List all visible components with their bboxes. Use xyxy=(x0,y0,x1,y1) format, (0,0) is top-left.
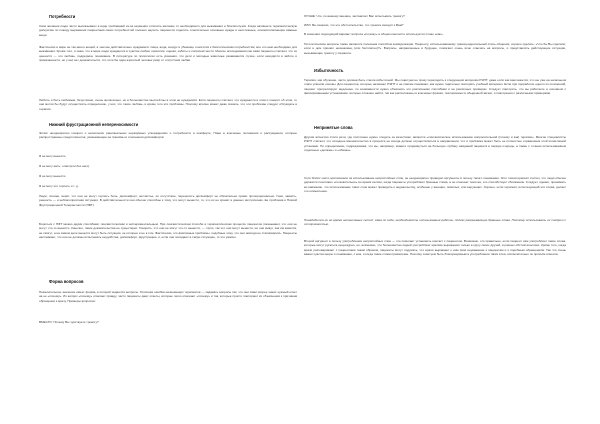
paragraph: В значении подходящий вариант вопроса «почему» в общем контексте используется слово «как». xyxy=(304,32,444,36)
heading-needs: Потребности xyxy=(49,14,76,19)
paragraph: ЛУЧШЕ: Что, по вашему мнению, заставляет Вас испытывать тревогу? xyxy=(304,14,405,18)
paragraph: Бороться с НФТ можно двумя способами: лингвистическим и экспериментальным. При лингвистическом способе в терапевтическом процессе пациентов показывают, что они не могут что-то вынести. Конечно, такие доказательства не существуют. Говорить, что они не могут что-то вынести, — глупо, так что они могут вынести, но они живут, как им кажется, не смогут, а на самом деле вынести могут быть ситуации, не которые и не в том. Фактически, это фиктивные проблемы, подобные тому, что они никогда не сталкивались. Пациенты настаивают, что они не должны испытывать неудобства, дискомфорт, фрустрацию, и, если они попадают в такую ситуацию, то это ужасно. xyxy=(39,222,297,239)
paragraph: Второй аргумент в пользу употребления непристойных слов — это помогает установить контакт с пациентом. Возможно, это правильно, если пациент сам употребляет такие слова, которые могут ругаться нецензурно, но, возможно, что большинство людей употребляют крепкие выражения только в кругу своих друзей, в разных обстоятельствах. Кроме того, когда врачи разговаривают с пациентами таким образом, пациенты могут подумать, что врачи выражают к ним своё неуважение к пациентам и к подобным обращениям. Так что очень важно чувство меры и понимание, с кем, и когда такие слова приемлемы. Поэтому советуем быть благоразумным в употреблении таких слов, исключительно по просьбе клиента. xyxy=(304,239,566,256)
paragraph: Эллис неоднократно говорил о нескольких рациональных неразумных утверждениях о потребности в комфорте. Ниже в ключевые положения и рассуждения, которые распространены среди клиентов, указывающие на трюизмы в отношении дискомфорта: xyxy=(39,131,297,140)
paragraph-italic: Понадобится ли во время интенсивных сессий, сама по себе, необходимость использования работы, подчас раскрывающие бранные слова. Поэтому использовать их следует с осторожностью. xyxy=(304,218,566,227)
paragraph: ВМЕСТО: Почему Вы чувствуете тревогу? xyxy=(39,320,99,324)
paragraph: Люди, похоже, верят, что они не могут терпеть боль, дискомфорт, несчастье, их отсутствие, переносить дискомфорт не обязательно прямо пропорционально. Гнев, зависть, ревность — и неблагоприятная ситуация. В действительности они обычно способны к тому, что могут вынести, то, что их не хранят в данных им причинах. Ее проблема в Низкой Фрустрационной Толерантности (НФТ). xyxy=(39,194,297,207)
list-item: Я не могу жить: этим (или без него). xyxy=(39,164,91,168)
list-item: Я не могу это терпеть и т. д. xyxy=(39,184,79,188)
paragraph: Любить и быть любимым, безусловно, очень желательно, но в большинстве мыслей мы в этом не нуждаемся. Если пациенты считают, что нуждаются в этом и говорят об этом, то они могли бы будут осуществить определение, у них, что такое любовь, и кроме того эти проблемы. Поэтому вполне может даже сказать, что эти проблемы следует обсуждать в терапии. xyxy=(39,98,297,111)
paragraph: Хотя Эллис часто критиковали за использование непристойных слов, он неоднократно приводил аргументы в пользу такого понимания. Этот психотерапевт считал, что люди обычно держатся позитивно «положительно» во время сессии, когда пациенты употребляют бранные слова, а он отвечает теми же, это способствует сближению. Следует, однако, принимать во внимание, что использование таких слов может приводить к недовольству, особенно у женщин, пожилых, или верующих. Хорошо, если терапевт, использующий эти слова, делает это осмысленно. xyxy=(304,176,566,193)
heading-obscene-words: Непринятые слова xyxy=(314,125,353,130)
heading-questions-form: Форма вопросов xyxy=(49,279,84,284)
paragraph: Гипотетические вопросы также являются полезным способом коммуникации. Пациенту, использовавшему трансцендентальный стиль общения, хорошо сделать: «Что бы Вы сделали, если в дом пришёл незнакомец (или бесплатно)?». Вопросы, направленные в будущее, помогают очень ясно отвечать на вопросы, и представлять действующие ситуации, вызывающие тревогу у пациента. xyxy=(304,42,566,55)
list-item: Я не могу вынести. xyxy=(39,174,67,178)
paragraph: Фактически в мире не так много вещей, в чем мы действительно нуждаемся: пища, вода, воздух и убежище относятся к биологическим потребностям; все это нам необходимо для выживания. Кроме того, я знаю, что в мире люди нуждаются в чувстве любви, принятия, оценки, заботы и сопричастности. Многие исследования как сами пациенты считают, что их ценности — это любовь, поддержка, понимание. В литературе по психологии есть указания, что дети и молодые животные развиваются лучше, если находятся в заботе и привязанности, но у нас нет доказательств, что хотя бы один взрослый человек умер от отсутствия любви. xyxy=(39,45,297,62)
paragraph: Терапия, как обучение, часто должна быть слегка избыточной. Мы советуем не сразу переходить к следующим вопросам РЭПТ, даже если как вам кажется, что вы уже на начальном этапе усвоили основы. Для пациентов, которые начинают РЭПТ и не совсем понимают, как нужно тщательно повторять учебный материал. Если при проработке одного из положений, пациент прогрессирует медленно, по возможности нужно объяснить это различными способами и на различных примерах. Следует повторить, что вы работаете в основном с фиксированными установками, которые сложнее найти, так как расположены в ключевых фразах, повторяемых в обыденной жизни, и повторения с различными примерами. xyxy=(304,78,566,95)
heading-redundancy: Избыточность xyxy=(314,68,344,73)
list-item: Я не могу вынести. xyxy=(39,154,67,158)
heading-frustration: Нижний фрустрационной непереносимости xyxy=(49,122,139,127)
paragraph: Другим аспектом стиля речи, где постоянно нужно следить за качеством, является «синтаксическое использование вопросительной (почему и как) терапии». Многие специалисты РЭПТ считают, что исходное вмешательство в процессе не всегда должно осуществляться в направлении, что и проблема может быть не полностью отражением этой когнитивной установки. По определению, подразумевая, что вы, например, можете продвинуться на большую глубину ожиданий пациента в первую очередь, а также с точным использованием отдельных «должен» и «обязан». xyxy=(304,135,566,152)
paragraph: Свои желания люди часто высказывают в виде требований из-за неумения отличить желание от необходимого для выживания и благополучия. Когда начинаете терапевтическую дискуссию по поводу выражения пациентами своих потребностей полезно научить пациентов отделять относительно основные нужды и неотложные, основополагающие важные вещи. xyxy=(39,24,297,37)
paragraph: ИЛИ: Вы сказали, что это обстоятельство, что тревога заходит к Вам? xyxy=(304,23,404,27)
paragraph: Нежелательное значение имеет форма, в которой задаются вопросы. Типичная ошибка начинающих терапевтов — задавать вопросы так, что они сами скорее знают нужный ответ на ее «почему». Их вопрос «почему» отвечает правду, часто пациенты дают ответы, которые легко отвечают «почему» и так, которые просто повторяют их объяснения к причинам обращения к врачу. Примеры вопросов: xyxy=(39,290,297,303)
